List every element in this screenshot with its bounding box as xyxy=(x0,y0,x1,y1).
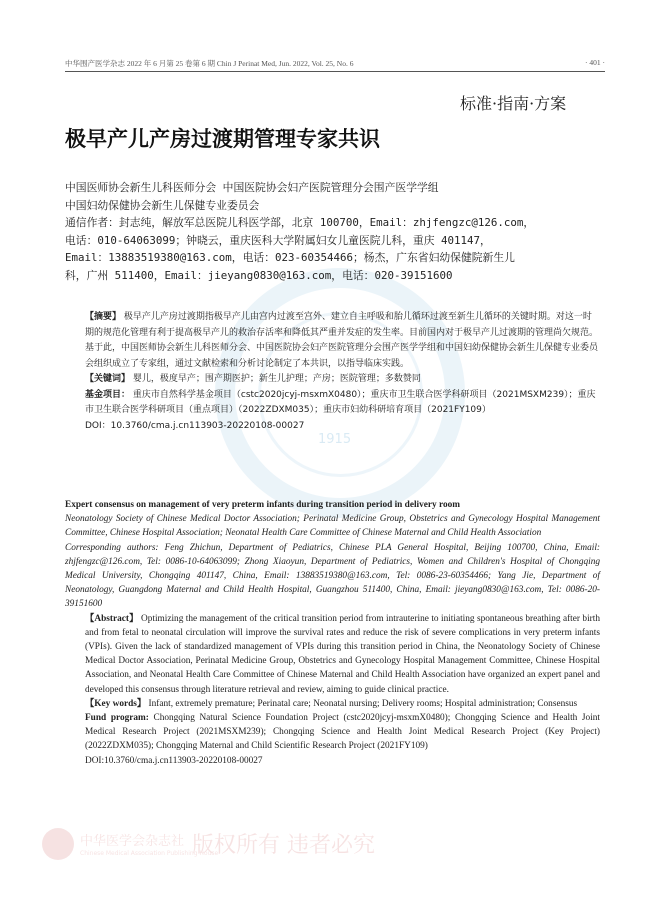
cn-doi: DOI：10.3760/cma.j.cn113903-20220108-00027 xyxy=(85,420,305,431)
cn-fund-text: 重庆市自然科学基金项目（cstc2020jcyj-msxmX0480）；重庆市卫生联合医学科研项目（2021MSXM239）；重庆市卫生联合医学科研项目（重点项目）（2022ZDXM035）；重庆市妇幼科研培育项目（2021FY109） xyxy=(85,389,596,415)
cn-abstract-block xyxy=(65,310,600,434)
en-orgs: Neonatology Society of Chinese Medical Doctor Association; Perinatal Medicine Group, Obstetrics and Gynecology Hospital Management Committee, Chinese Hospital Association; Neonatal Health Care Committee of Chinese Maternal and Child Health Association xyxy=(65,514,600,539)
cn-keywords-label: 【关键词】 xyxy=(85,374,131,384)
cn-fund xyxy=(65,388,600,419)
author-line: 科，广州 511400，Email：jieyang0830@163.com，电话：020-39151600 xyxy=(65,268,453,282)
running-header xyxy=(65,58,605,69)
cn-keywords-text: 婴儿，极度早产；围产期医护；新生儿护理；产房；医院管理；多数赞同 xyxy=(132,374,421,384)
publisher-logo xyxy=(42,826,375,866)
en-corresponding: Corresponding authors: Feng Zhichun, Department of Pediatrics, Chinese PLA General Hospital, Beijing 100700, China, Email: zhjfengzc@126.com, Tel: 0086-10-64063099; Zhong Xiaoyun, Department of Pediatrics, Women and Children's Hospital of Chongqing Medical University, Chongqing 401147, China, Email: 13883519380@163.com, Tel: 0086-23-60354466; Yang Jie, Department of Neonatology, Guangdong Maternal and Child Health Hospital, Guangzhou 511400, China, Email: jieyang0830@163.com, Tel: 0086-20-39151600 xyxy=(65,542,600,610)
publisher-logo-icon xyxy=(42,828,74,860)
column-name: 标准·指南·方案 xyxy=(460,94,567,113)
en-fund xyxy=(65,711,600,754)
header-rule xyxy=(65,71,605,72)
en-keywords xyxy=(65,697,600,711)
article-title: 极早产儿产房过渡期管理专家共识 xyxy=(65,127,380,151)
cn-abstract xyxy=(65,310,600,372)
en-abstract-block xyxy=(65,498,600,768)
en-title: Expert consensus on management of very preterm infants during transition period in delivery room xyxy=(65,500,461,510)
en-fund-label: Fund program: xyxy=(85,713,149,724)
publisher-name-en: Chinese Medical Association Publishing House xyxy=(80,850,219,857)
cn-abstract-label: 【摘要】 xyxy=(85,312,122,322)
cn-fund-label: 基金项目： xyxy=(85,389,131,400)
author-line: 中国医师协会新生儿科医师分会 中国医院协会妇产医院管理分会围产医学学组 xyxy=(65,181,439,194)
author-line: 通信作者：封志纯，解放军总医院儿科医学部，北京 100700，Email：zhjfengzc@126.com， xyxy=(65,216,535,229)
author-line: Email：13883519380@163.com，电话：023-60354466；杨杰，广东省妇幼保健院新生儿 xyxy=(65,251,515,264)
page-number: · 401 · xyxy=(585,58,605,67)
author-line: 中国妇幼保健协会新生儿保健专业委员会 xyxy=(65,198,260,212)
author-block xyxy=(65,179,600,284)
en-abstract-label: 【Abstract】 xyxy=(85,613,139,624)
copyright-mark: 版权所有 违者必究 xyxy=(192,833,375,858)
watermark-year: 1915 xyxy=(318,432,352,447)
en-abstract xyxy=(65,612,600,697)
journal-citation: 中华围产医学杂志 2022 年 6 月第 25 卷第 6 期 Chin J Perinat Med, Jun. 2022, Vol. 25, No. 6 xyxy=(65,59,354,68)
en-fund-text: Chongqing Natural Science Foundation Project (cstc2020jcyj-msxmX0480); Chongqing Science and Health Joint Medical Research Project (2021MSXM239); Chongqing Science and Health Joint Medical Research Project (Key Project) (2022ZDXM035); Chongqing Maternal and Child Scientific Research Project (2021FY109) xyxy=(85,713,601,752)
author-line: 电话：010-64063099；钟晓云，重庆医科大学附属妇女儿童医院儿科，重庆 401147， xyxy=(65,233,491,247)
publisher-name: 中华医学会杂志社 xyxy=(80,834,185,849)
en-abstract-text: Optimizing the management of the critical transition period from intrauterine to initiating spontaneous breathing after birth and from fetal to neonatal circulation will improve the survival rates and reduce the risk of severe complications in very preterm infants (VPIs). Given the lack of standardized management of VPIs during this transition period in China, the Neonatology Society of Chinese Medical Doctor Association, Perinatal Medicine Group, Obstetrics and Gynecology Hospital Management Committee, Chinese Hospital Association, and Neonatal Health Care Committee of Chinese Maternal and Child Health Association have organized an expert panel and developed this consensus through literature retrieval and review, aiming to guide clinical practice. xyxy=(85,613,600,695)
en-keywords-label: 【Key words】 xyxy=(85,698,147,709)
cn-keywords xyxy=(65,372,600,388)
cn-abstract-text: 极早产儿产房过渡期指极早产儿由宫内过渡至宫外、建立自主呼吸和胎儿循环过渡至新生儿循环的关键时期。对这一时期的规范化管理有利于提高极早产儿的救治存活率和降低其严重并发症的发生率。目前国内对于极早产儿过渡期的管理尚欠规范。基于此，中国医师协会新生儿科医师分会、中国医院协会妇产医院管理分会围产医学学组和中国妇幼保健协会新生儿保健专业委员会组织成立了专家组，通过文献检索和分析讨论制定了本共识，以指导临床实践。 xyxy=(85,312,599,369)
en-keywords-text: Infant, extremely premature; Perinatal care; Neonatal nursing; Delivery rooms; Hospital administration; Consensus xyxy=(148,698,578,709)
en-doi: DOI:10.3760/cma.j.cn113903-20220108-00027 xyxy=(85,755,263,766)
